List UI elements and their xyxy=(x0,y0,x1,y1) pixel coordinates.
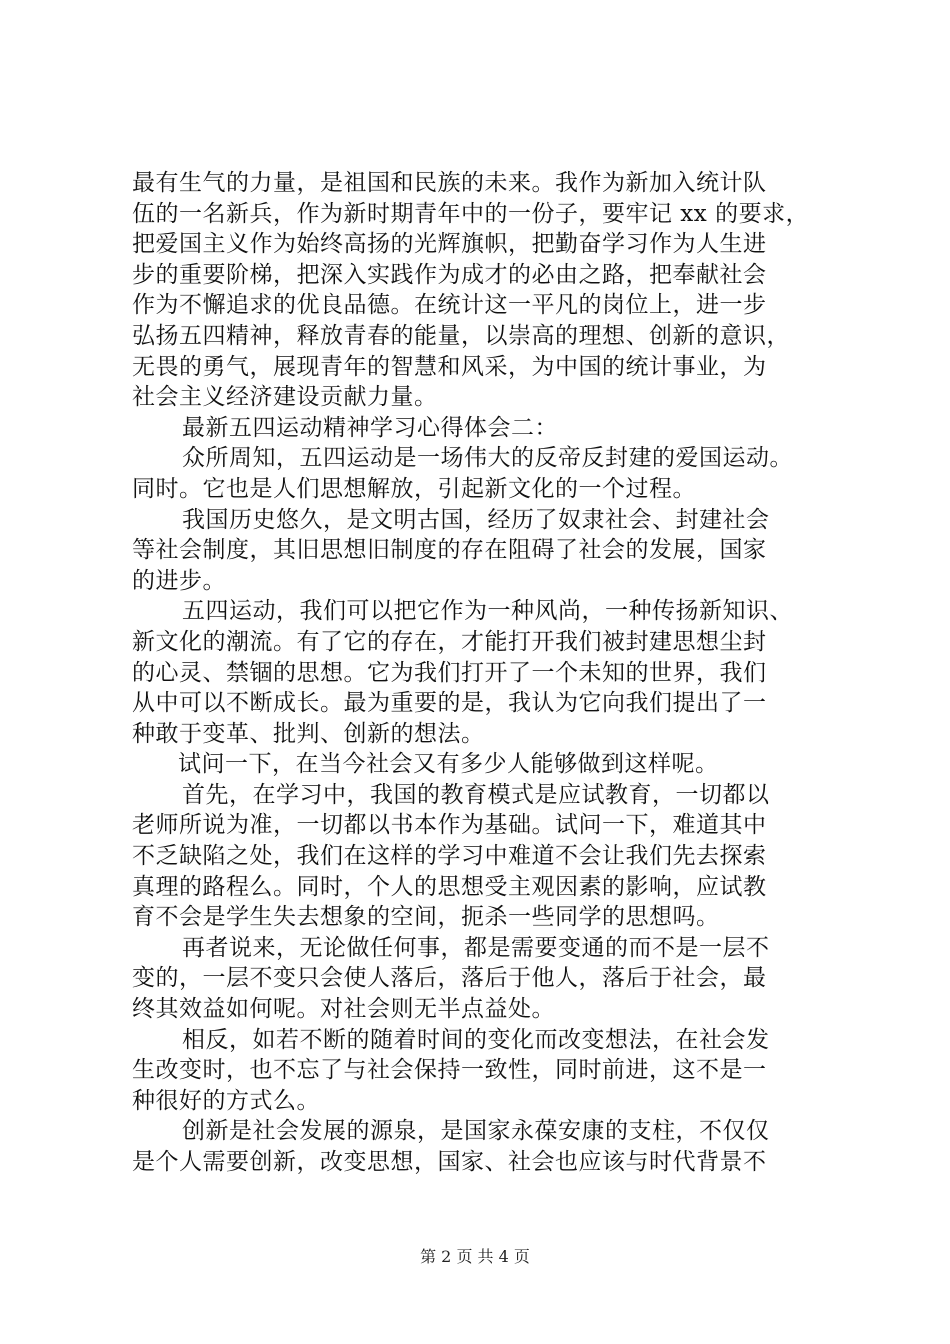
text-line: 的心灵、禁锢的思想。它为我们打开了一个未知的世界，我们 xyxy=(132,659,767,686)
text-line: 育不会是学生失去想象的空间，扼杀一些同学的思想吗。 xyxy=(132,904,720,931)
section-heading: 最新五四运动精神学习心得体会二： xyxy=(182,414,558,441)
paragraph-first-line: 五四运动，我们可以把它作为一种风尚，一种传扬新知识、 xyxy=(182,598,793,625)
text-line: 等社会制度，其旧思想旧制度的存在阻碍了社会的发展，国家 xyxy=(132,537,767,564)
text-line: 种敢于变革、批判、创新的想法。 xyxy=(132,720,485,747)
text-line: 社会主义经济建设贡献力量。 xyxy=(132,384,438,411)
text-line: 终其效益如何呢。对社会则无半点益处。 xyxy=(132,996,555,1023)
document-body xyxy=(132,168,832,1178)
text-line: 的进步。 xyxy=(132,567,226,594)
paragraph-first-line: 再者说来，无论做任何事，都是需要变通的而不是一层不 xyxy=(182,934,770,961)
text-line: 伍的一名新兵，作为新时期青年中的一份子，要牢记 xx 的要求， xyxy=(132,200,810,227)
text-line: 是个人需要创新，改变思想，国家、社会也应该与时代背景不 xyxy=(132,1149,767,1175)
text-line: 种很好的方式么。 xyxy=(132,1087,320,1114)
paragraph-first-line: 首先，在学习中，我国的教育模式是应试教育，一切都以 xyxy=(182,781,770,808)
text-line: 无畏的勇气，展现青年的智慧和风采，为中国的统计事业，为 xyxy=(132,353,767,380)
text-line: 老师所说为准，一切都以书本作为基础。试问一下，难道其中 xyxy=(132,812,767,839)
paragraph-first-line: 试问一下，在当今社会又有多少人能够做到这样呢。 xyxy=(178,751,719,778)
text-line: 把爱国主义作为始终高扬的光辉旗帜，把勤奋学习作为人生进 xyxy=(132,231,767,258)
text-line: 新文化的潮流。有了它的存在，才能打开我们被封建思想尘封 xyxy=(132,628,767,655)
paragraph-first-line: 创新是社会发展的源泉，是国家永葆安康的支柱，不仅仅 xyxy=(182,1118,770,1145)
text-line: 步的重要阶梯，把深入实践作为成才的必由之路，把奉献社会 xyxy=(132,261,767,288)
text-line: 变的，一层不变只会使人落后，落后于他人，落后于社会，最 xyxy=(132,965,767,992)
text-line: 弘扬五四精神，释放青春的能量，以崇高的理想、创新的意识， xyxy=(132,322,790,349)
text-line: 最有生气的力量，是祖国和民族的未来。我作为新加入统计队 xyxy=(132,170,767,196)
text-line: 作为不懈追求的优良品德。在统计这一平凡的岗位上，进一步 xyxy=(132,292,767,319)
text-line: 不乏缺陷之处，我们在这样的学习中难道不会让我们先去探索 xyxy=(132,843,767,870)
page-footer xyxy=(0,1244,950,1267)
paragraph-first-line: 众所周知，五四运动是一场伟大的反帝反封建的爱国运动。 xyxy=(182,445,793,472)
paragraph-first-line: 相反，如若不断的随着时间的变化而改变想法，在社会发 xyxy=(182,1026,770,1053)
text-line: 生改变时，也不忘了与社会保持一致性，同时前进，这不是一 xyxy=(132,1057,767,1084)
text-line: 从中可以不断成长。最为重要的是，我认为它向我们提出了一 xyxy=(132,690,767,717)
page-number-label: 第 2 页 共 4 页 xyxy=(420,1247,530,1266)
text-line: 同时。它也是人们思想解放，引起新文化的一个过程。 xyxy=(132,475,696,502)
paragraph-first-line: 我国历史悠久，是文明古国，经历了奴隶社会、封建社会 xyxy=(182,506,770,533)
text-line: 真理的路程么。同时，个人的思想受主观因素的影响，应试教 xyxy=(132,873,767,900)
